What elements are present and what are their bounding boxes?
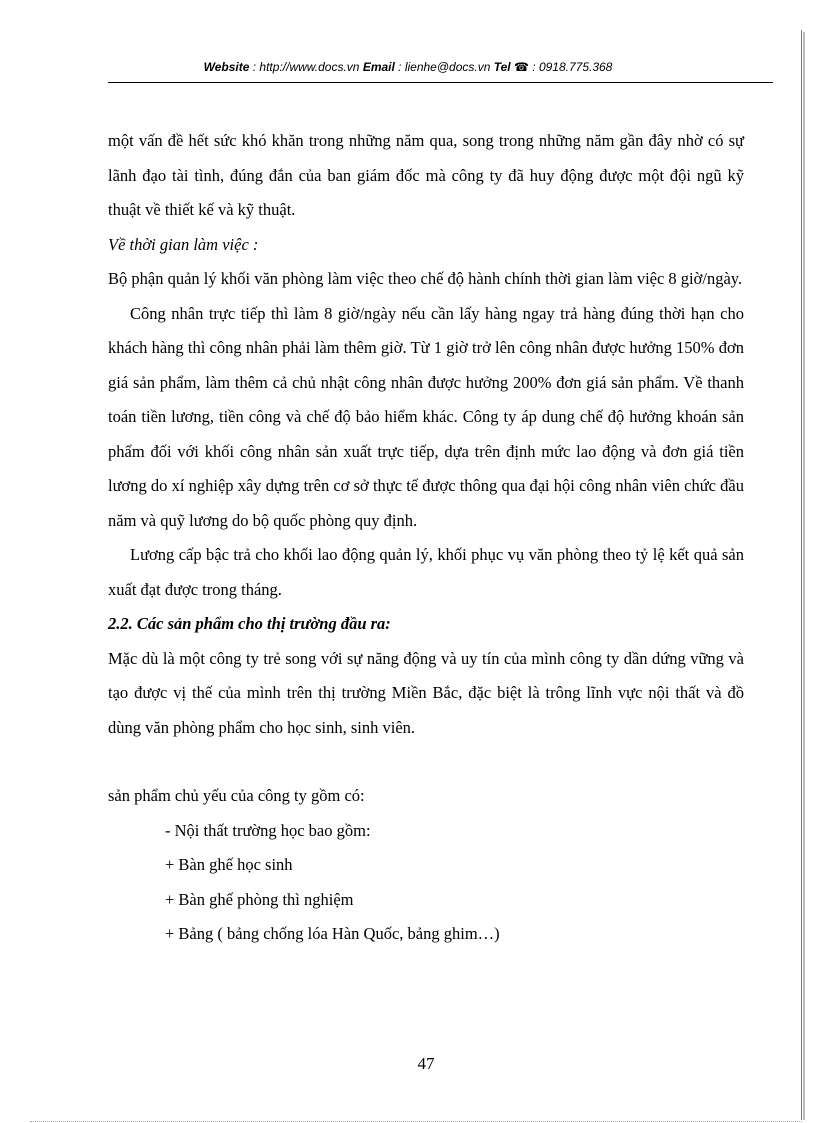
tel-number: : 0918.775.368: [528, 60, 613, 74]
document-body: [108, 124, 744, 952]
paragraph-market: Mặc dù là một công ty trẻ song với sự năng động và uy tín của mình công ty dần dứng vững và tạo được vị thế của mình trên thị trường Miền Bắc, đặc biệt là trông lĩnh vực nội thất và đồ dùng văn phòng phẩm cho học sinh, sinh viên.: [108, 648, 744, 737]
list-item: - Nội thất trường học bao gồm:: [165, 820, 371, 840]
page-border-bottom: [30, 1121, 802, 1122]
section-heading: 2.2. Các sản phẩm cho thị trường đầu ra:: [108, 614, 391, 633]
page-border-right: [801, 30, 802, 1120]
page-border-shadow: [803, 32, 805, 1120]
email-address: : lienhe@docs.vn: [394, 60, 494, 74]
header-rule: [108, 82, 773, 83]
website-url: : http://www.docs.vn: [249, 60, 363, 74]
paragraph-office-hours: Bộ phận quản lý khối văn phòng làm việc theo chế độ hành chính thời gian làm việc 8 giờ/ngày.: [108, 269, 743, 288]
website-label: Website: [203, 60, 250, 74]
paragraph-workers: Công nhân trực tiếp thì làm 8 giờ/ngày nếu cần lấy hàng ngay trả hàng đúng thời hạn cho khách hàng thì công nhân phải làm thêm giờ. Từ 1 giờ trở lên công nhân được hưởng 150% đơn giá sản phẩm, làm thêm cả chủ nhật công nhân được hưởng 200% đơn giá sản phẩm. Về thanh toán tiền lương, tiền công và chế độ bảo hiểm khác. Công ty áp dung chế độ hưởng khoán sản phẩm đối với khối công nhân sản xuất trực tiếp, dựa trên định mức lao động và đơn giá tiền lương do xí nghiệp xây dựng trên cơ sở thực tế được thông qua đại hội công nhân viên chức đầu năm và quỹ lương do bộ quốc phòng quy định.: [108, 303, 744, 530]
page-header: [0, 60, 816, 74]
tel-label: Tel: [493, 60, 511, 74]
email-label: Email: [362, 60, 395, 74]
paragraph-products-intro: sản phẩm chủ yếu của công ty gồm có:: [108, 786, 365, 805]
subheading-working-time: Về thời gian làm việc :: [108, 234, 259, 254]
blank-line: [108, 745, 744, 779]
paragraph-intro: một vấn đề hết sức khó khăn trong những năm qua, song trong những năm gần đây nhờ có sự lãnh đạo tài tình, đúng đắn của ban giám đốc mà công ty đã huy động được một đội ngũ kỹ thuật về thiết kế và kỹ thuật.: [108, 131, 744, 219]
page-number: 47: [417, 1054, 435, 1073]
paragraph-salary: Lương cấp bậc trả cho khối lao động quản lý, khối phục vụ văn phòng theo tỷ lệ kết quả sản xuất đạt được trong tháng.: [108, 545, 744, 599]
phone-icon: ☎: [513, 60, 529, 74]
list-item: + Bàn ghế phòng thì nghiệm: [165, 889, 354, 909]
list-item: + Bảng ( bảng chống lóa Hàn Quốc, bảng ghim…): [165, 924, 500, 943]
product-list: [108, 814, 744, 952]
list-item: + Bàn ghế học sinh: [165, 855, 293, 874]
